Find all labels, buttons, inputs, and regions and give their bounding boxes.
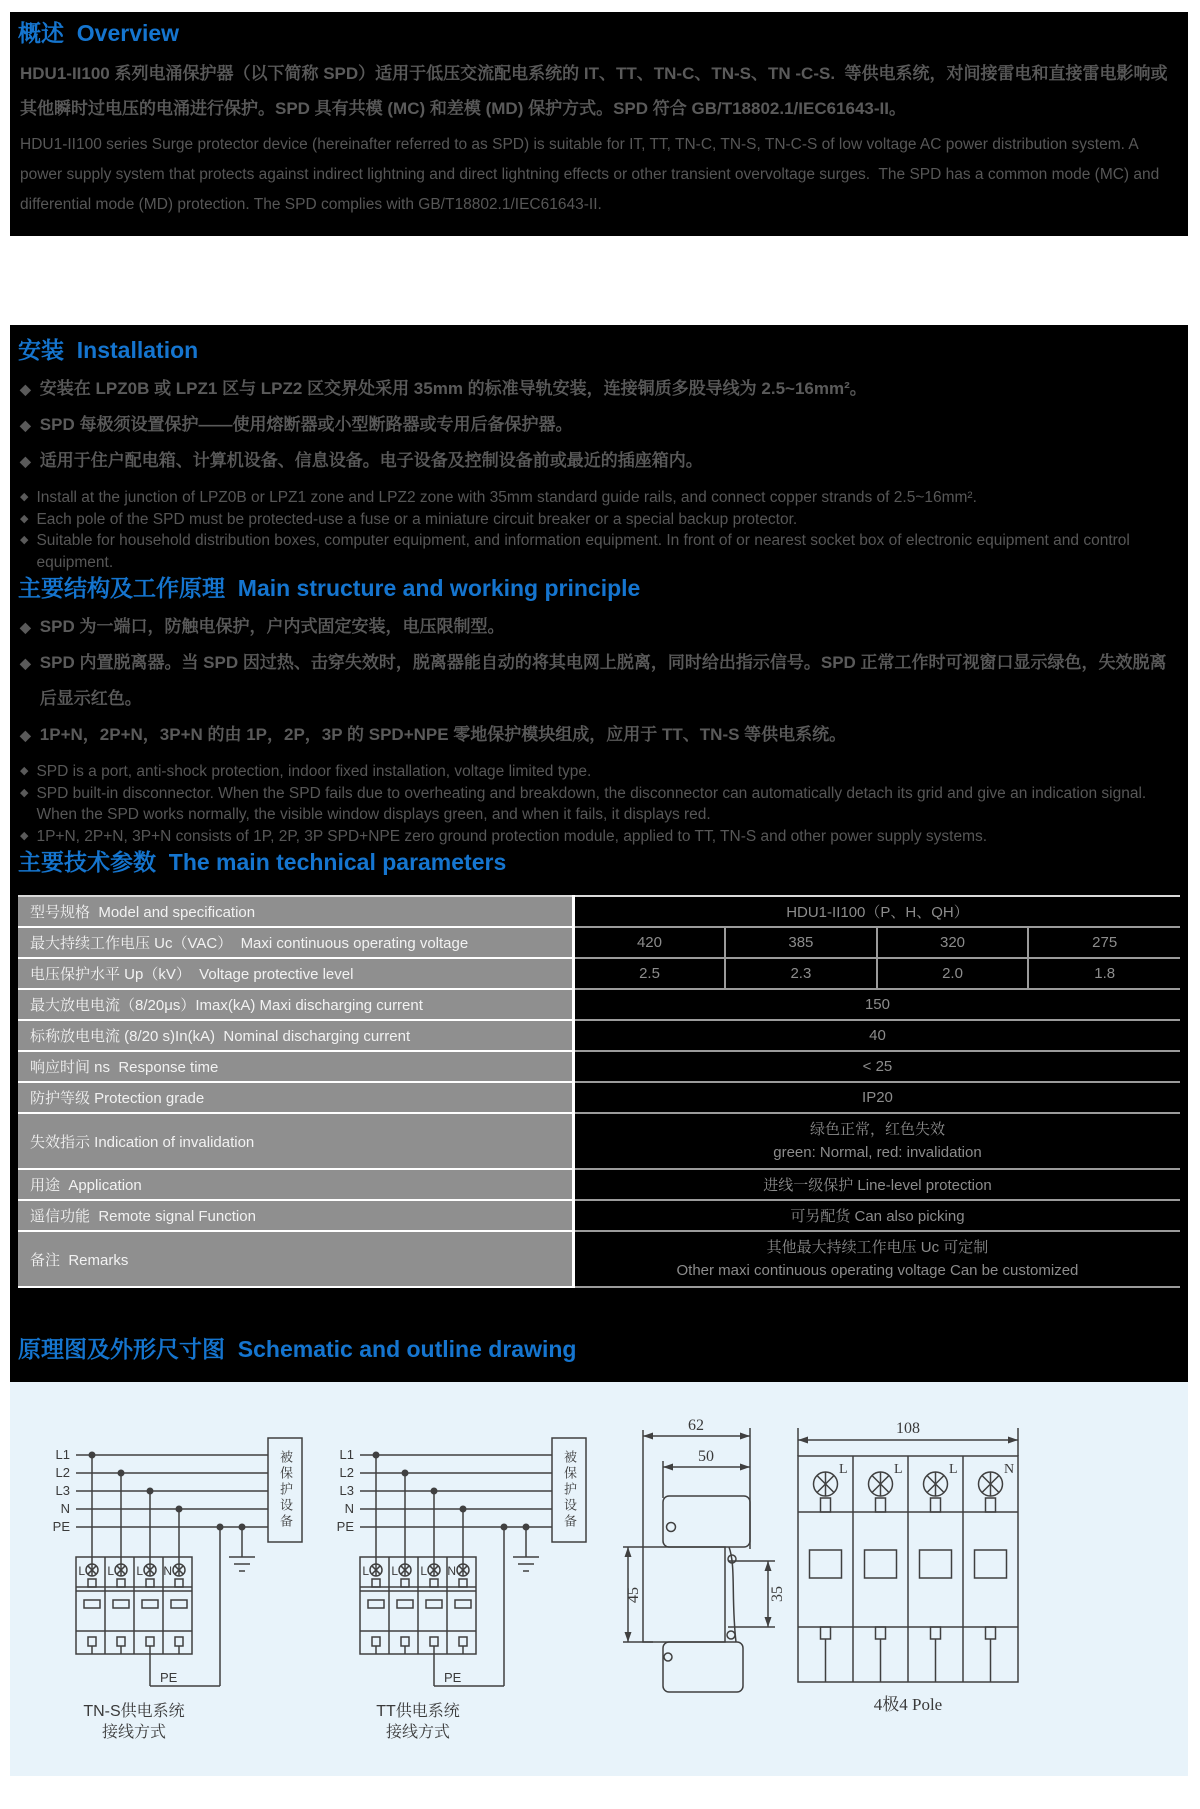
value-line: Other maxi continuous operating voltage Can be customized [676, 1262, 1079, 1279]
diamond-bullet-icon: ◆ [20, 829, 29, 842]
dimension-108-label: 108 [896, 1420, 920, 1437]
diamond-bullet-icon: ◆ [20, 453, 31, 469]
pe-output-label: PE [160, 1670, 178, 1685]
list-item [18, 509, 1180, 531]
list-item [18, 761, 1180, 783]
diagram-caption: 接线方式 [101, 1724, 167, 1741]
param-value-cell [573, 1113, 1180, 1169]
param-label-cell: 失效指示 Indication of invalidation [18, 1113, 573, 1169]
list-item [18, 783, 1180, 826]
list-item-text: 1P+N, 2P+N, 3P+N consists of 1P, 2P, 3P SPD+NPE zero ground protection module, applied to TT, TN-S and other power supply systems. [36, 827, 988, 845]
structure-bullets-en [18, 761, 1180, 847]
diamond-bullet-icon: ◆ [20, 765, 29, 777]
param-value-cell: 150 [573, 989, 1180, 1020]
table-row [18, 958, 1180, 989]
module-label: L [136, 1564, 143, 1578]
tns-wiring-diagram [40, 1424, 340, 1754]
pole-caption: 4极4 Pole [873, 1695, 943, 1714]
table-row [18, 1051, 1180, 1082]
din-bottom-clip [663, 1642, 743, 1692]
param-value-cell: 40 [573, 1020, 1180, 1051]
param-label-cell: 标称放电电流 (8/20 s)In(kA) Nominal discharging current [18, 1020, 573, 1051]
value-line: 其他最大持续工作电压 Uc 可定制 [766, 1239, 989, 1256]
list-item-text: SPD 为一端口，防触电保护，户内式固定安装，电压限制型。 [39, 617, 505, 636]
module-label: L [78, 1564, 85, 1578]
list-item [18, 487, 1180, 509]
outline-drawing [620, 1414, 1180, 1759]
list-item [18, 407, 1180, 443]
param-label-cell: 最大放电电流（8/20μs）Imax(kA) Maxi discharging current [18, 989, 573, 1020]
diamond-bullet-icon: ◆ [20, 619, 31, 635]
list-item-text: SPD 内置脱离器。当 SPD 因过热、击穿失效时，脱离器能自动的将其电网上脱离，同时给出指示信号。SPD 正常工作时可视窗口显示绿色，失效脱离后显示红色。 [39, 653, 1167, 708]
diagram-caption: TN-S供电系统 [83, 1703, 185, 1720]
dimension-35-label: 35 [769, 1586, 786, 1602]
table-row [18, 1200, 1180, 1231]
param-label-cell: 最大持续工作电压 Uc（VAC） Maxi continuous operating voltage [18, 927, 573, 958]
tt-wiring-diagram [324, 1424, 624, 1754]
overview-heading: 概述 Overview [18, 20, 180, 46]
list-item-text: 1P+N，2P+N，3P+N 的由 1P，2P，3P 的 SPD+NPE 零地保护模块组成，应用于 TT、TN-S 等供电系统。 [39, 725, 847, 744]
front-pole-label: L [949, 1462, 958, 1477]
param-value-cell: 385 [725, 927, 877, 958]
protected-equipment-label: 被保护设备 [562, 1450, 577, 1530]
parameters-table [18, 895, 1180, 1288]
param-label-cell: 型号规格 Model and specification [18, 896, 573, 927]
param-label-cell: 电压保护水平 Up（kV） Voltage protective level [18, 958, 573, 989]
list-item-text: 安装在 LPZ0B 或 LPZ1 区与 LPZ2 区交界处采用 35mm 的标准导轨安装，连接铜质多股导线为 2.5~16mm²。 [39, 379, 867, 398]
list-item-text: 适用于住户配电箱、计算机设备、信息设备。电子设备及控制设备前或最近的插座箱内。 [39, 451, 703, 470]
parameters-heading: 主要技术参数 The main technical parameters [18, 849, 507, 875]
diamond-bullet-icon: ◆ [20, 417, 31, 433]
diamond-bullet-icon: ◆ [20, 381, 31, 397]
param-value-cell: 275 [1028, 927, 1180, 958]
list-item-text: SPD built-in disconnector. When the SPD fails due to overheating and breakdown, the disconnector can automatically detach its grid and give an indication signal. When the SPD works normally, the visible window displays green, and when it fails, it displays red. [36, 784, 1147, 823]
table-row [18, 1231, 1180, 1287]
front-pole-label: L [894, 1462, 903, 1477]
list-item-text: Each pole of the SPD must be protected-use a fuse or a miniature circuit breaker or a special backup protector. [36, 510, 798, 528]
param-value-cell: HDU1-II100（P、H、QH） [573, 896, 1180, 927]
wire-label-pe: PE [336, 1519, 354, 1534]
protected-equipment-label: 被保护设备 [278, 1450, 293, 1530]
param-value-cell: 320 [877, 927, 1029, 958]
wire-label-l3: L3 [55, 1483, 70, 1498]
table-row [18, 896, 1180, 927]
module-label: L [107, 1564, 114, 1578]
installation-bullets-en [18, 487, 1180, 573]
param-label-cell: 防护等级 Protection grade [18, 1082, 573, 1113]
wire-label-pe: PE [52, 1519, 70, 1534]
list-item [18, 609, 1180, 645]
list-item [18, 371, 1180, 407]
param-value-cell: 进线一级保护 Line-level protection [573, 1169, 1180, 1200]
list-item [18, 443, 1180, 479]
table-row [18, 1113, 1180, 1169]
wire-label-n: N [60, 1501, 70, 1516]
front-pole-label: L [839, 1462, 848, 1477]
structure-bullets-zh [18, 609, 1180, 753]
module-label: L [362, 1564, 369, 1578]
overview-paragraph-en: HDU1-II100 series Surge protector device (hereinafter referred to as SPD) is suitable for IT, TT, TN-C, TN-S, TN-C-S of low voltage AC power distribution system. A power supply system that protects against indirect lightning and direct lightning effects or other transient overvoltage surges. The SPD has a common mode (MC) and differential mode (MD) protection. The SPD complies with GB/T18802.1/IEC61643-II. [20, 136, 1164, 213]
param-label-cell: 遥信功能 Remote signal Function [18, 1200, 573, 1231]
table-row [18, 927, 1180, 958]
din-main-body [643, 1547, 725, 1642]
schematic-heading: 原理图及外形尺寸图 Schematic and outline drawing [18, 1336, 577, 1362]
list-item-text: SPD 每极须设置保护——使用熔断器或小型断路器或专用后备保护器。 [39, 415, 573, 434]
list-item-text: Install at the junction of LPZ0B or LPZ1 zone and LPZ2 zone with 35mm standard guide rails, and connect copper strands of 2.5~16mm². [36, 489, 977, 506]
list-item [18, 645, 1180, 717]
overview-section [10, 12, 1188, 236]
dimension-50-label: 50 [698, 1448, 714, 1465]
wire-label-l1: L1 [339, 1447, 354, 1462]
diamond-bullet-icon: ◆ [20, 727, 31, 743]
param-label-cell: 用途 Application [18, 1169, 573, 1200]
diagram-caption: TT供电系统 [376, 1703, 460, 1720]
param-value-cell: 2.3 [725, 958, 877, 989]
param-value-cell: 1.8 [1028, 958, 1180, 989]
param-value-cell: 420 [573, 927, 725, 958]
dimension-arrowheads [625, 1433, 1019, 1643]
wire-label-l2: L2 [55, 1465, 70, 1480]
front-pole-label: N [1004, 1462, 1015, 1477]
module-label: L [391, 1564, 398, 1578]
structure-heading: 主要结构及工作原理 Main structure and working principle [18, 575, 641, 601]
dimension-45-label: 45 [625, 1587, 642, 1603]
main-content-section [10, 325, 1188, 1382]
module-label: N [447, 1564, 456, 1578]
param-value-cell: 可另配货 Can also picking [573, 1200, 1180, 1231]
table-row [18, 989, 1180, 1020]
diamond-bullet-icon: ◆ [20, 655, 31, 671]
list-item-text: SPD is a port, anti-shock protection, indoor fixed installation, voltage limited type. [36, 763, 592, 780]
table-row [18, 1082, 1180, 1113]
param-value-cell: 2.0 [877, 958, 1029, 989]
param-value-cell: < 25 [573, 1051, 1180, 1082]
diamond-bullet-icon: ◆ [20, 534, 29, 546]
module-label: N [163, 1564, 172, 1578]
dimension-62-label: 62 [688, 1417, 704, 1434]
diamond-bullet-icon: ◆ [20, 491, 29, 503]
installation-bullets-zh [18, 371, 1180, 479]
wire-label-l2: L2 [339, 1465, 354, 1480]
list-item [18, 530, 1180, 573]
value-line: 绿色正常，红色失效 [809, 1121, 945, 1138]
wire-label-l3: L3 [339, 1483, 354, 1498]
drawing-panel [10, 1382, 1188, 1776]
diamond-bullet-icon: ◆ [20, 786, 29, 799]
wire-label-l1: L1 [55, 1447, 70, 1462]
table-row [18, 1169, 1180, 1200]
list-item-text: Suitable for household distribution boxes, computer equipment, and information equipment. In front of or nearest socket box of electronic equipment and control equipment. [36, 532, 1130, 571]
list-item [18, 826, 1180, 848]
module-label: L [420, 1564, 427, 1578]
param-label-cell: 响应时间 ns Response time [18, 1051, 573, 1082]
diagram-caption: 接线方式 [385, 1724, 451, 1741]
diamond-bullet-icon: ◆ [20, 512, 29, 525]
wire-label-n: N [344, 1501, 354, 1516]
pe-output-label: PE [444, 1670, 462, 1685]
ground-icon [513, 1557, 539, 1571]
list-item [18, 717, 1180, 753]
installation-heading: 安装 Installation [18, 337, 199, 363]
param-value-cell [573, 1231, 1180, 1287]
overview-paragraph-zh: HDU1-II100 系列电涌保护器（以下简称 SPD）适用于低压交流配电系统的 IT、TT、TN-C、TN-S、TN -C-S. 等供电系统，对间接雷电和直接雷电影响或其他瞬时过电压的电涌进行保护。SPD 具有共模 (MC) 和差模 (MD) 保护方式。SPD 符合 GB/T18802.1/IEC61643-II。 [20, 64, 1168, 118]
param-label-cell: 备注 Remarks [18, 1231, 573, 1287]
ground-icon [229, 1557, 255, 1571]
table-row [18, 1020, 1180, 1051]
din-top-body [663, 1496, 750, 1547]
param-value-cell: IP20 [573, 1082, 1180, 1113]
outline-svg [620, 1414, 1180, 1759]
param-value-cell: 2.5 [573, 958, 725, 989]
value-line: green: Normal, red: invalidation [773, 1144, 982, 1161]
